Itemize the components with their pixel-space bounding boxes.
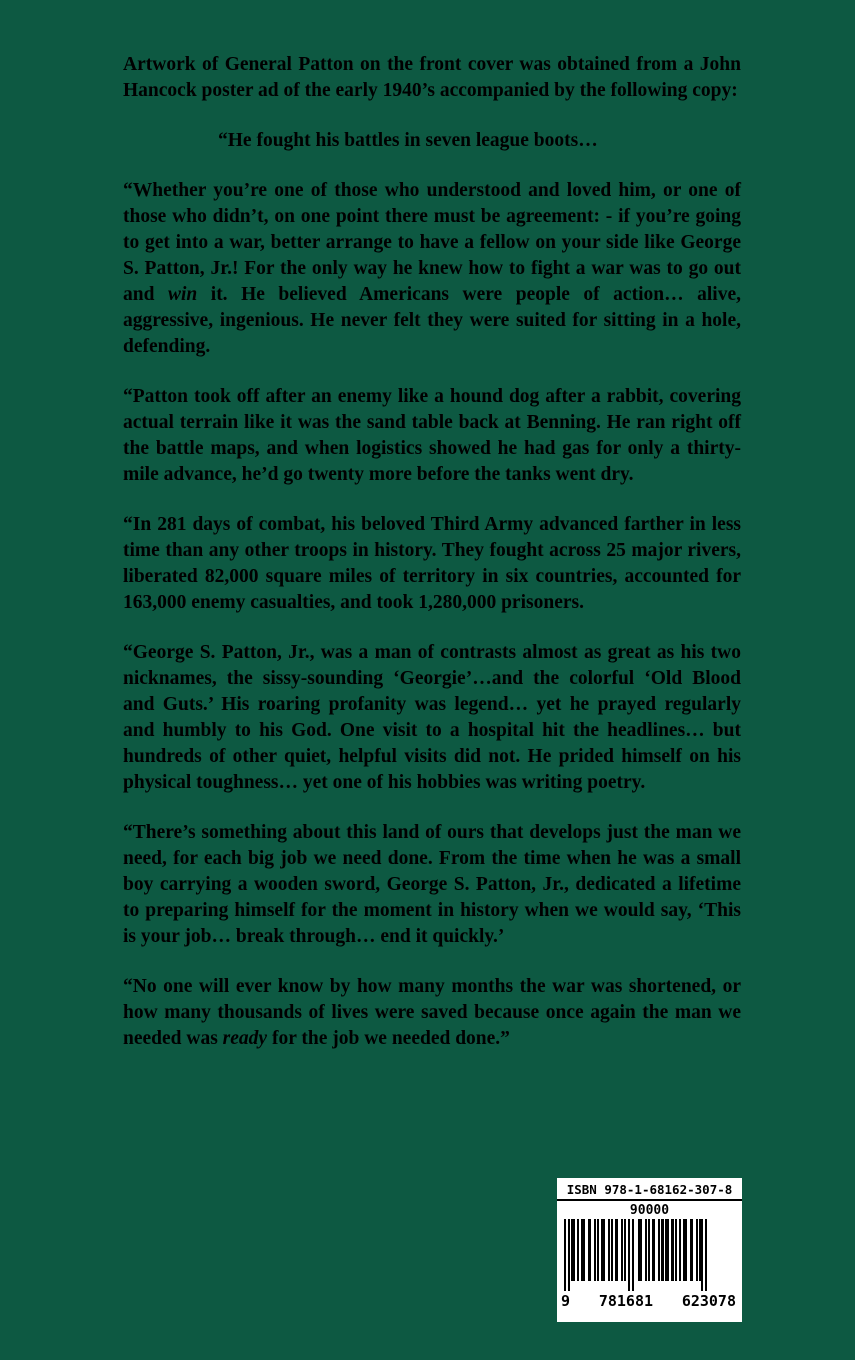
- body-paragraph: “Whether you’re one of those who understood and loved him, or one of those who didn’t, on one point there must be agreement: - if you’re going to get into a war, better arrange to have a fellow on your side like George S. Patton, Jr.! For the only way he knew how to fight a war was to go out and win it. He believed Americans were people of action… alive, aggressive, ingenious. He never felt they were suited for sitting in a hole, defending.: [123, 180, 741, 357]
- body-paragraph: “There’s something about this land of ours that develops just the man we need, for each big job we need done. From the time when he was a small boy carrying a wooden sword, George S. Patton, Jr., dedicated a lifetime to preparing himself for the moment in history when we would say, ‘This is your job… break through… end it quickly.’: [123, 822, 741, 947]
- body-paragraph: “No one will ever know by how many months the war was shortened, or how many thousands of lives were saved because once again the man we needed was ready for the job we needed done.”: [123, 976, 741, 1049]
- cover-text-block: [123, 52, 741, 1076]
- intro-paragraph: Artwork of General Patton on the front cover was obtained from a John Hancock poster ad of the early 1940’s accompanied by the following copy:: [123, 54, 741, 101]
- body-paragraph: “In 281 days of combat, his beloved Third Army advanced farther in less time than any other troops in history. They fought across 25 major rivers, liberated 82,000 square miles of territory in six countries, accounted for 163,000 enemy casualties, and took 1,280,000 prisoners.: [123, 514, 741, 613]
- barcode-digit-group: 9: [561, 1292, 571, 1310]
- body-paragraph: “George S. Patton, Jr., was a man of contrasts almost as great as his two nicknames, the sissy-sounding ‘Georgie’…and the colorful ‘Old Blood and Guts.’ His roaring profanity was legend… yet he prayed regularly and humbly to his God. One visit to a hospital hit the headlines… but hundreds of other quiet, helpful visits did not. He prided himself on his physical toughness… yet one of his hobbies was writing poetry.: [123, 642, 741, 793]
- barcode-digits: [557, 1291, 742, 1311]
- barcode-digit-group: 623078: [681, 1292, 736, 1310]
- isbn-divider: [557, 1199, 742, 1201]
- barcode-block: [557, 1178, 742, 1322]
- price-code: 90000: [629, 1203, 670, 1218]
- tagline: “He fought his battles in seven league boots…: [218, 130, 598, 151]
- body-paragraphs: [123, 178, 741, 1052]
- isbn-text: ISBN 978-1-68162-307-8: [566, 1182, 733, 1197]
- barcode-digit-group: 781681: [598, 1292, 654, 1310]
- barcode-bars: [557, 1219, 742, 1291]
- body-paragraph: “Patton took off after an enemy like a hound dog after a rabbit, covering actual terrain like it was the sand table back at Benning. He ran right off the battle maps, and when logistics showed he had gas for only a thirty-mile advance, he’d go twenty more before the tanks went dry.: [123, 386, 741, 485]
